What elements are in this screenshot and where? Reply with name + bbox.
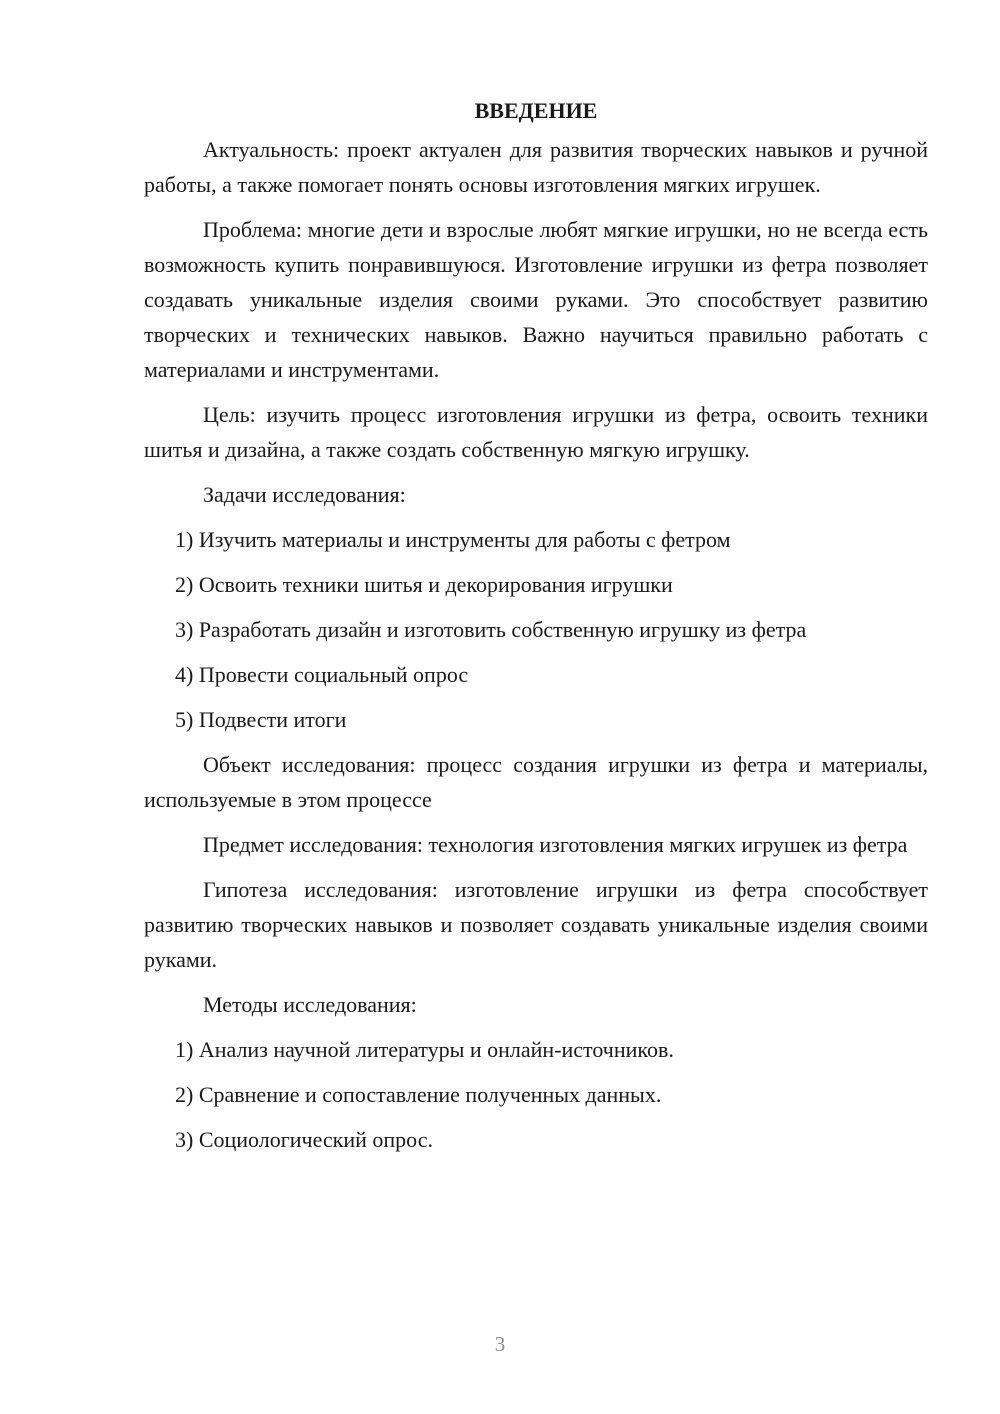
method-item: 2) Сравнение и сопоставление полученных данных.: [175, 1082, 662, 1107]
task-item: 5) Подвести итоги: [175, 707, 347, 732]
section-heading: ВВЕДЕНИЕ: [474, 98, 598, 123]
subject-paragraph: Предмет исследования: технология изготовления мягких игрушек из фетра: [203, 832, 908, 857]
tasks-title: Задачи исследования:: [203, 482, 406, 507]
task-item: 2) Освоить техники шитья и декорирования игрушки: [175, 572, 673, 597]
page-number: 3: [494, 1332, 506, 1356]
goal-paragraph: Цель: изучить процесс изготовления игрушки из фетра, освоить техники шитья и дизайна, а также создать собственную мягкую игрушку.: [144, 402, 928, 462]
hypothesis-paragraph: Гипотеза исследования: изготовление игрушки из фетра способствует развитию творческих навыков и позволяет создавать уникальные изделия своими руками.: [144, 877, 928, 972]
problem-paragraph: Проблема: многие дети и взрослые любят мягкие игрушки, но не всегда есть возможность купить понравившуюся. Изготовление игрушки из фетра позволяет создавать уникальные изделия своими руками. Это способствует развитию творческих и технических навыков. Важно научиться правильно работать с материалами и инструментами.: [144, 217, 928, 382]
relevance-paragraph: Актуальность: проект актуален для развития творческих навыков и ручной работы, а также помогает понять основы изготовления мягких игрушек.: [144, 137, 928, 197]
object-paragraph: Объект исследования: процесс создания игрушки из фетра и материалы, используемые в этом процессе: [144, 752, 928, 812]
task-item: 3) Разработать дизайн и изготовить собственную игрушку из фетра: [175, 617, 807, 642]
method-item: 3) Социологический опрос.: [175, 1127, 433, 1152]
methods-title: Методы исследования:: [203, 992, 417, 1017]
document-page: [144, 96, 928, 1167]
task-item: 1) Изучить материалы и инструменты для работы с фетром: [175, 527, 731, 552]
task-item: 4) Провести социальный опрос: [175, 662, 469, 687]
method-item: 1) Анализ научной литературы и онлайн-источников.: [175, 1037, 674, 1062]
